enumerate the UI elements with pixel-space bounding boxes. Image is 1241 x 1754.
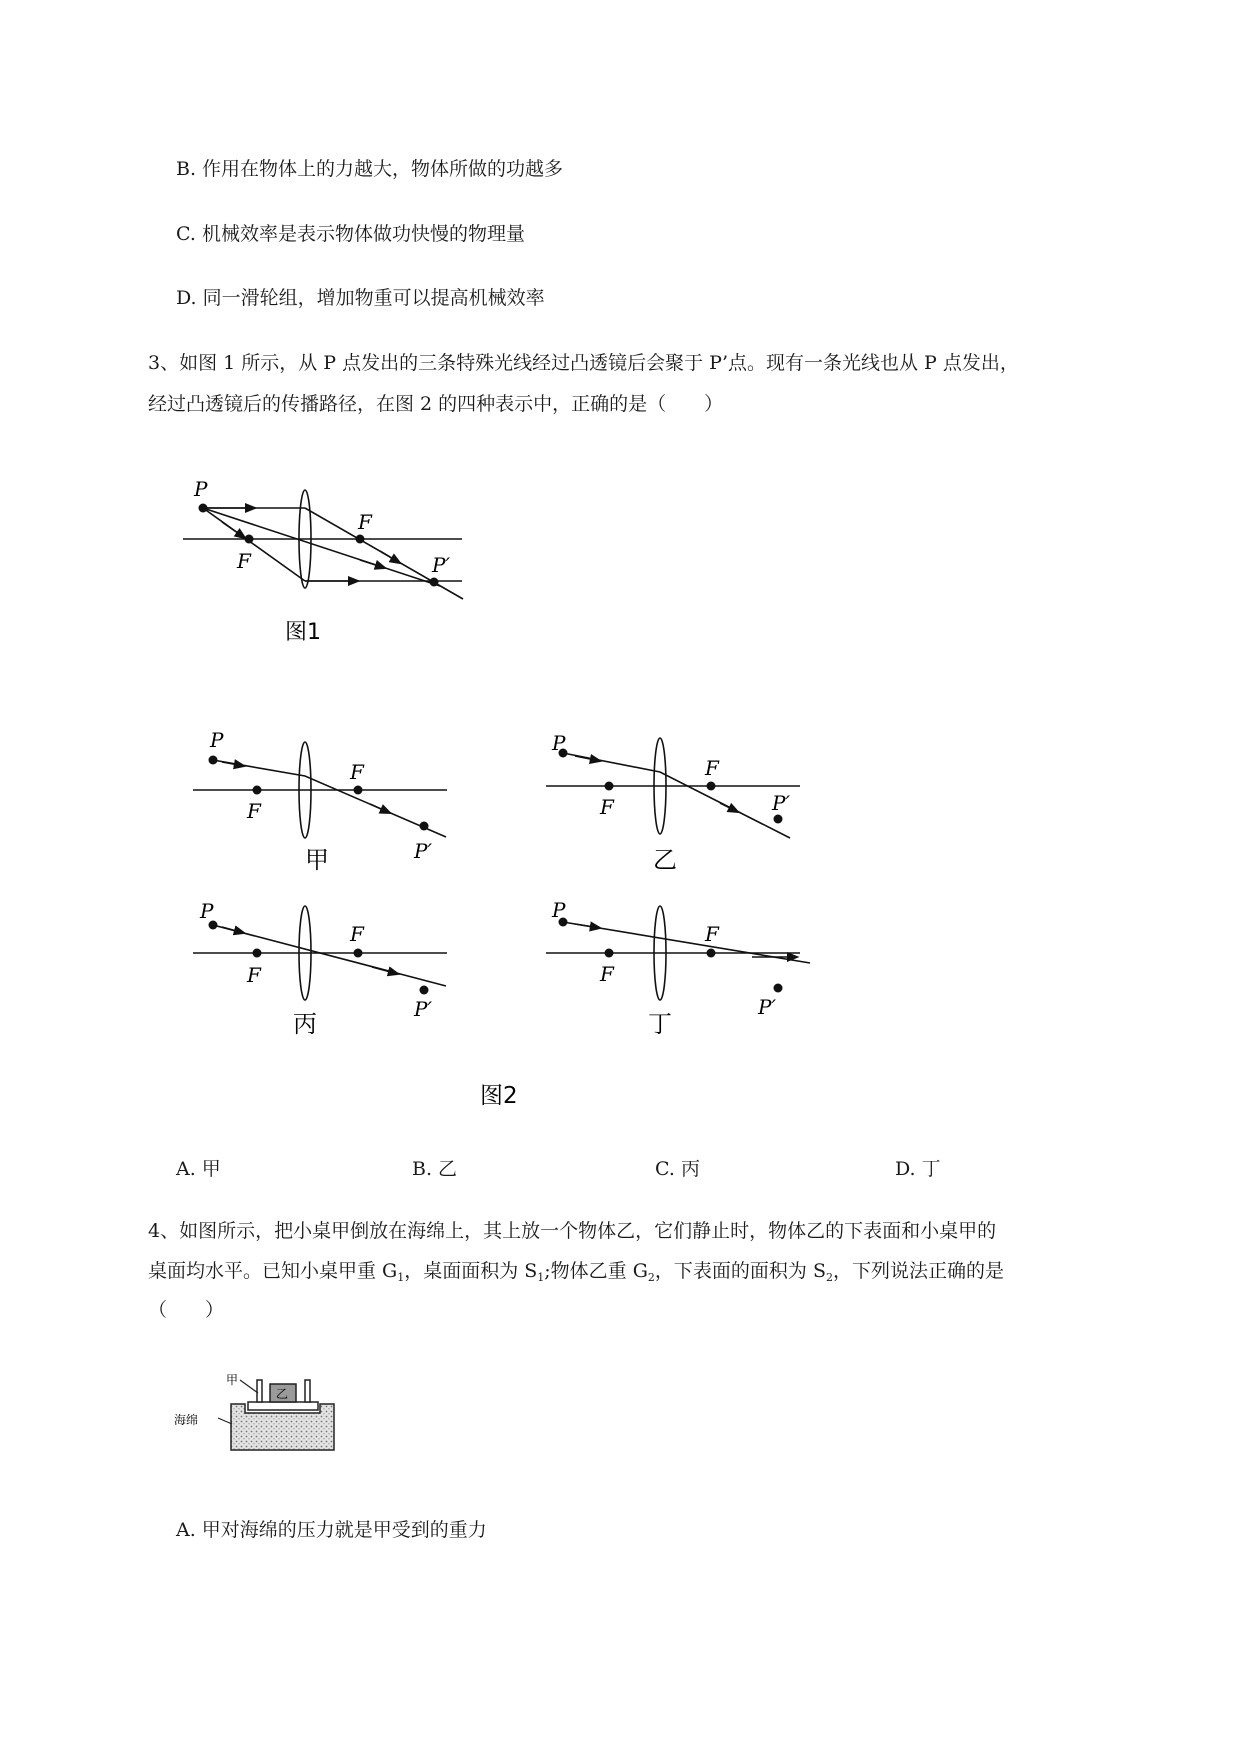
svg-text:F: F bbox=[350, 760, 364, 784]
svg-text:F: F bbox=[705, 922, 719, 946]
svg-text:F: F bbox=[600, 962, 614, 986]
choice-c: C. 丙 bbox=[655, 1158, 700, 1180]
panel-label-ding: 丁 bbox=[648, 1010, 672, 1038]
label-jia: 甲 bbox=[226, 1373, 239, 1387]
label-f-right: F bbox=[358, 510, 372, 534]
panel-label-jia: 甲 bbox=[305, 846, 329, 874]
svg-text:P: P bbox=[552, 731, 566, 755]
label-sponge: 海绵 bbox=[174, 1413, 199, 1427]
label-yi: 乙 bbox=[276, 1387, 289, 1401]
choice-d: D. 丁 bbox=[895, 1158, 941, 1180]
choice-b: B. 乙 bbox=[412, 1158, 458, 1180]
figure-2-caption: 图2 bbox=[480, 1083, 518, 1109]
svg-text:F: F bbox=[247, 799, 261, 823]
label-f-left: F bbox=[237, 549, 251, 573]
svg-text:P′: P′ bbox=[758, 995, 776, 1019]
svg-text:F: F bbox=[600, 795, 614, 819]
option-d-text: D. 同一滑轮组，增加物重可以提高机械效率 bbox=[176, 287, 545, 309]
option-c-text: C. 机械效率是表示物体做功快慢的物理量 bbox=[176, 223, 525, 245]
svg-text:P′: P′ bbox=[772, 791, 790, 815]
svg-text:P: P bbox=[210, 728, 224, 752]
svg-text:P′: P′ bbox=[414, 997, 432, 1021]
question-4-option-a: A. 甲对海绵的压力就是甲受到的重力 bbox=[176, 1519, 487, 1541]
svg-text:P: P bbox=[200, 899, 214, 923]
question-3-line-2: 经过凸透镜后的传播路径，在图 2 的四种表示中，正确的是（ ） bbox=[148, 393, 724, 415]
question-4-line-2: 桌面均水平。已知小桌甲重 $G_1$，桌面面积为 $S_1$;物体乙重 $G_2$，下表面的面积为 $S_2$，下列说法正确的是 bbox=[148, 1260, 1004, 1284]
svg-text:F: F bbox=[350, 922, 364, 946]
figure-1-caption: 图1 bbox=[285, 620, 321, 645]
svg-text:P′: P′ bbox=[414, 839, 432, 863]
option-b-text: B. 作用在物体上的力越大，物体所做的功越多 bbox=[176, 158, 564, 180]
question-3-line-1: 3、如图 1 所示，从 P 点发出的三条特殊光线经过凸透镜后会聚于 P’点。现有一条光线也从 P 点发出， bbox=[148, 352, 1019, 374]
question-4-line-3: （ ） bbox=[148, 1299, 225, 1321]
svg-text:F: F bbox=[247, 963, 261, 987]
panel-label-bing: 丙 bbox=[293, 1010, 317, 1038]
svg-text:P: P bbox=[552, 898, 566, 922]
question-4-line-1: 4、如图所示，把小桌甲倒放在海绵上，其上放一个物体乙，它们静止时，物体乙的下表面和小桌甲的 bbox=[148, 1220, 997, 1242]
label-p: P bbox=[194, 477, 208, 501]
label-p-prime: P′ bbox=[432, 553, 450, 577]
choice-a: A. 甲 bbox=[176, 1158, 221, 1180]
svg-text:F: F bbox=[705, 756, 719, 780]
panel-label-yi: 乙 bbox=[653, 846, 677, 874]
